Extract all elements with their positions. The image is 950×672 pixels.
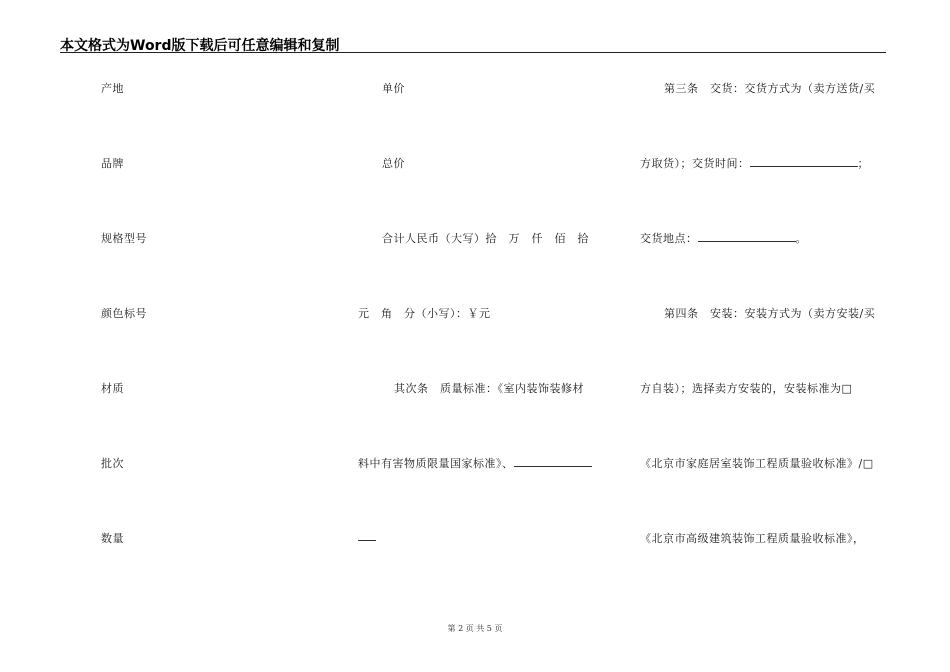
delivery-time-blank (750, 156, 858, 167)
page-number: 第 2 页 共 5 页 (447, 624, 503, 633)
text-installation-standard: 方自装）；选择卖方安装的，安装标准为□ (640, 382, 853, 395)
text-delivery-time (640, 155, 869, 171)
delivery-place-label: 交货地点： (640, 232, 698, 245)
label-quantity: 数量 (101, 532, 124, 545)
quantity-blank-line (358, 530, 376, 544)
delivery-time-end: ； (857, 157, 869, 170)
text-total-rmb-uppercase: 合计人民币（大写）拾 万 仟 佰 拾 (382, 232, 589, 245)
label-brand: 品牌 (101, 157, 124, 170)
label-model: 规格型号 (101, 232, 147, 245)
text-total-rmb-lowercase: 元 角 分（小写）：￥元 (358, 307, 491, 320)
quality-standard-blank (514, 456, 592, 467)
label-batch: 批次 (101, 457, 124, 470)
quality-standard-text: 料中有害物质限量国家标准》、 (358, 457, 514, 470)
delivery-time-label: 方取货）；交货时间： (640, 157, 750, 170)
text-article-2-quality: 其次条 质量标准：《室内装饰装修材 (394, 382, 584, 395)
text-home-decoration-standard: 《北京市家庭居室装饰工程质量验收标准》/□ (640, 457, 874, 470)
text-quality-standard-cont (358, 455, 592, 471)
delivery-place-blank (698, 231, 796, 242)
label-total-price: 总价 (382, 157, 405, 170)
text-article-3-delivery: 第三条 交货：交货方式为（卖方送货/买 (664, 82, 876, 95)
blank-line (358, 530, 376, 541)
text-delivery-place (640, 230, 807, 246)
header-divider (60, 52, 886, 53)
delivery-place-end: 。 (795, 232, 807, 245)
label-color-code: 颜色标号 (101, 307, 147, 320)
document-header: 本文格式为Word版下载后可任意编辑和复制 (60, 38, 340, 54)
text-advanced-building-standard: 《北京市高级建筑装饰工程质量验收标准》， (640, 532, 865, 545)
label-origin: 产地 (101, 82, 124, 95)
text-article-4-installation: 第四条 安装：安装方式为（卖方安装/买 (664, 307, 876, 320)
label-unit-price: 单价 (382, 82, 405, 95)
label-material: 材质 (101, 382, 124, 395)
